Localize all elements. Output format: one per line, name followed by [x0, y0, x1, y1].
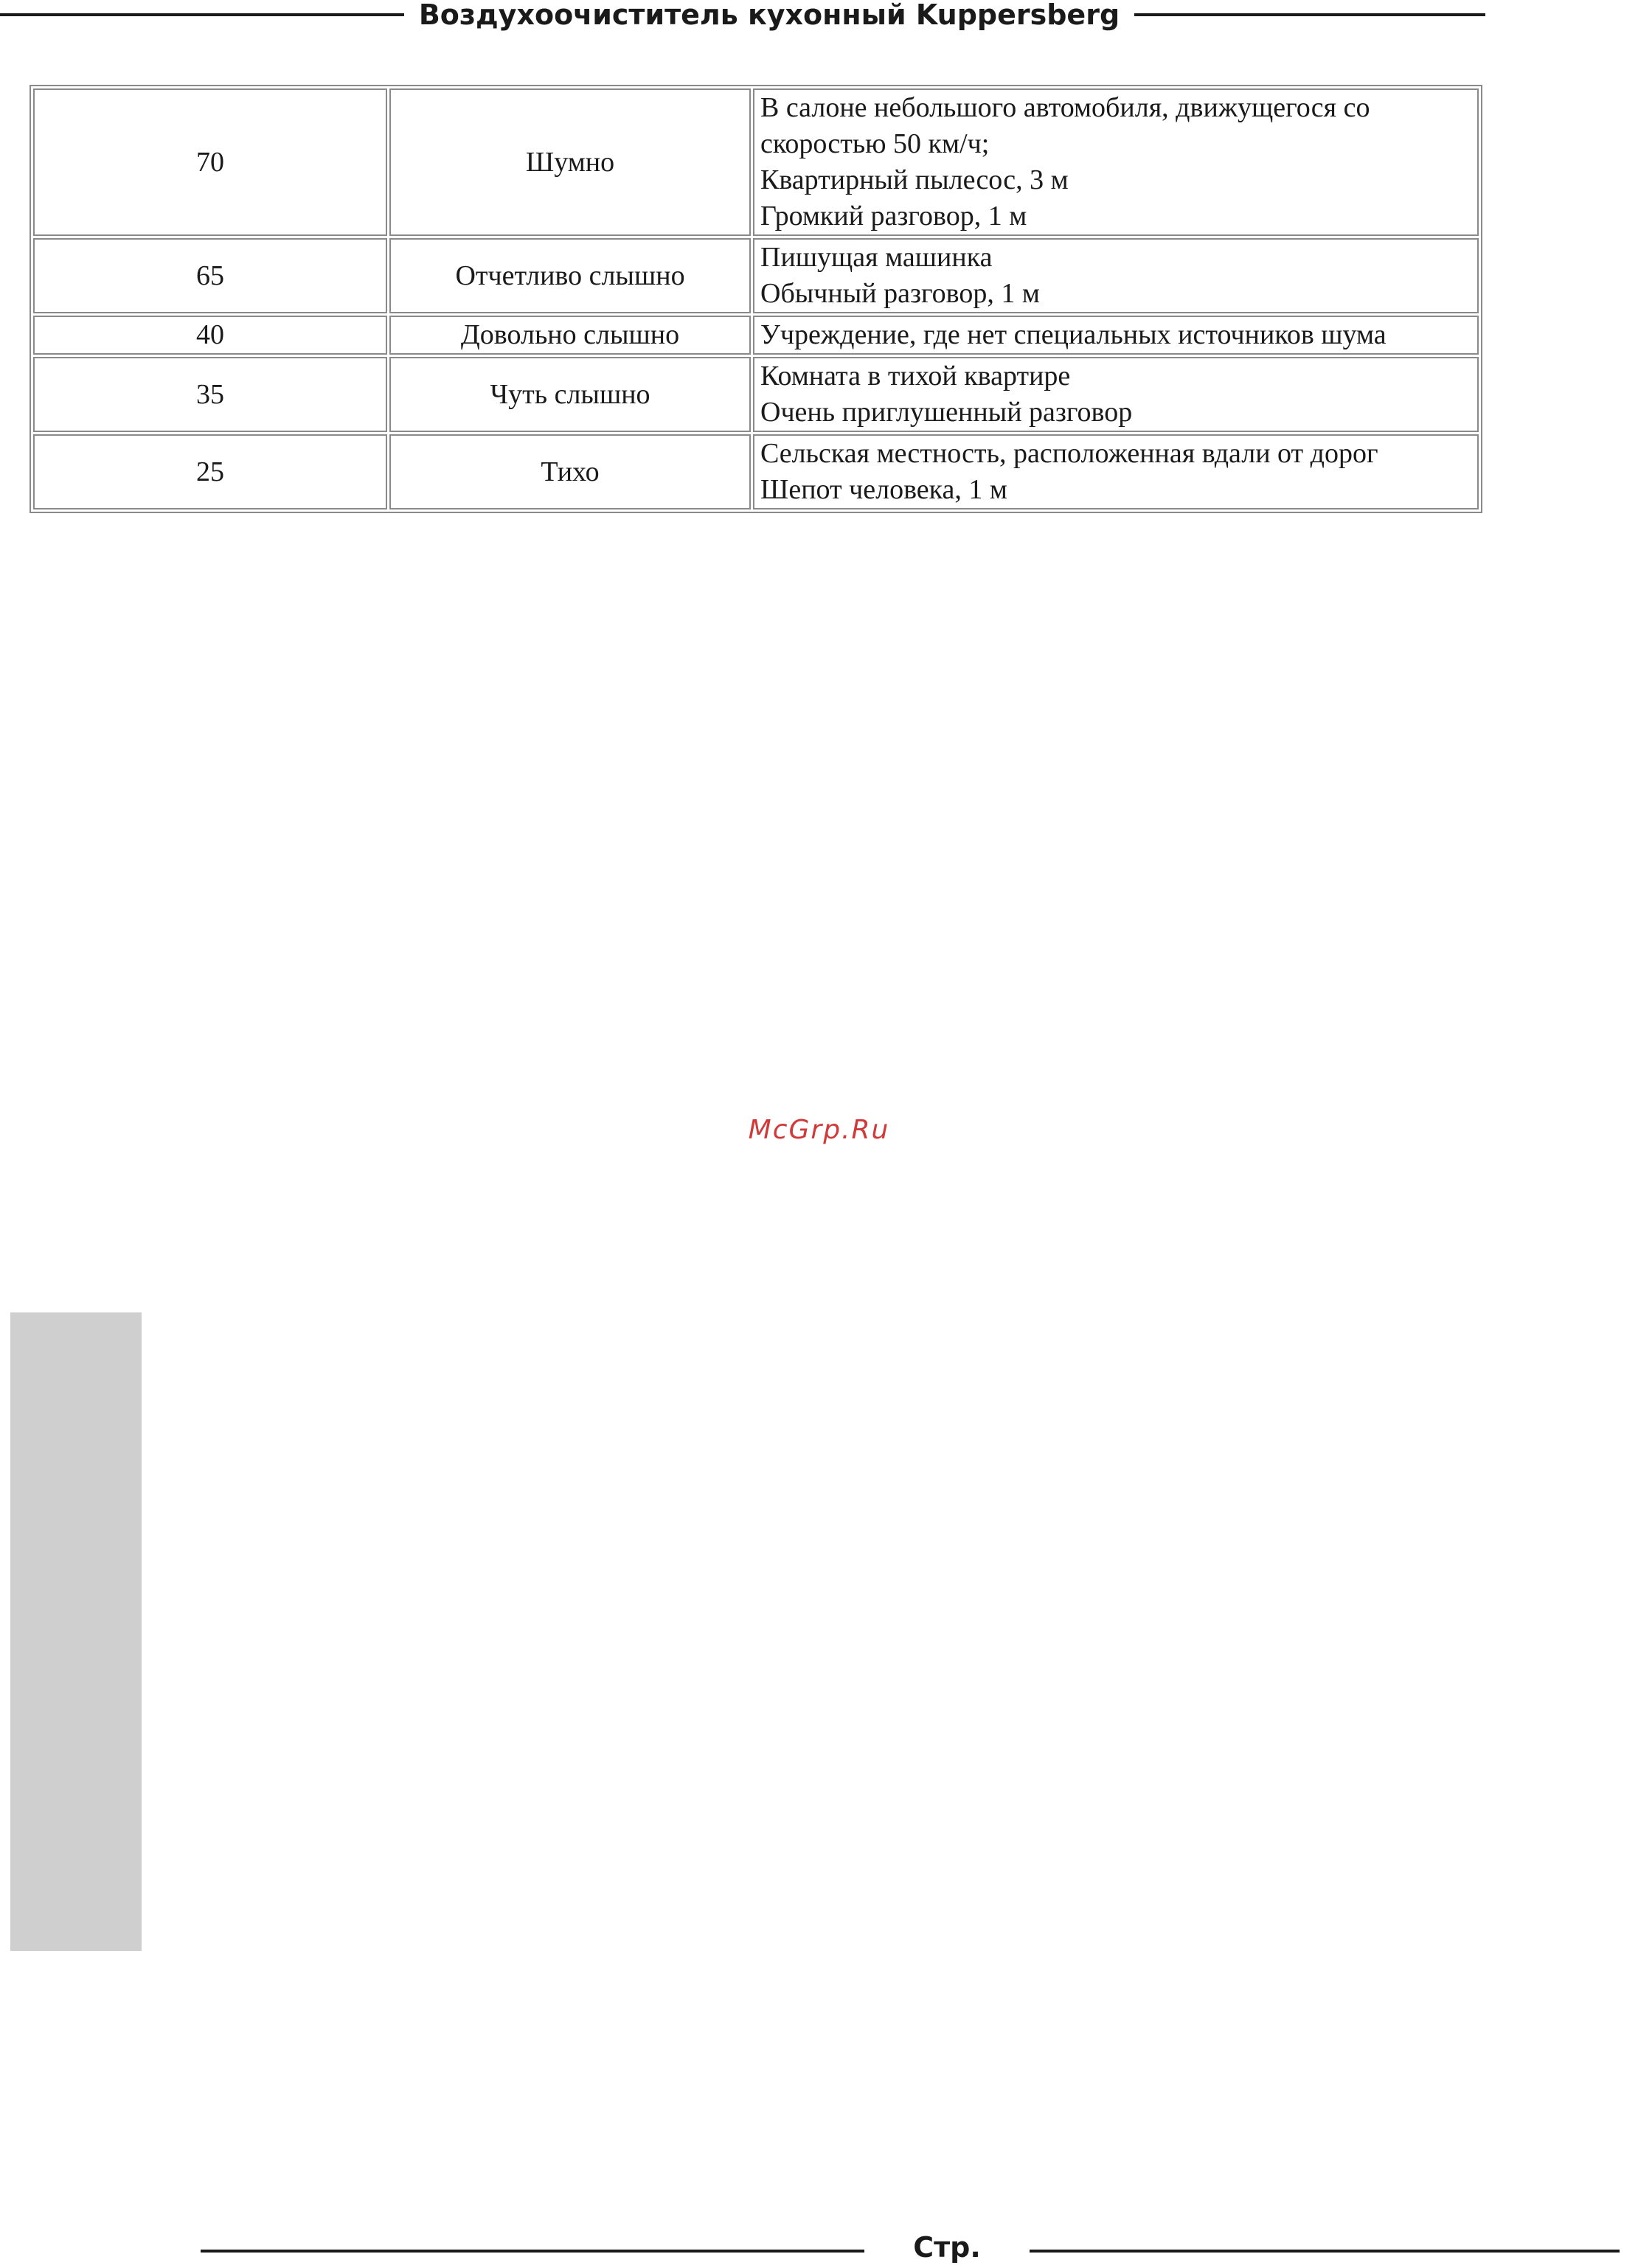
page-number-label: Стр.	[913, 2231, 981, 2264]
example-line: В салоне небольшого автомобиля, движущегося со скоростью 50 км/ч;	[760, 92, 1370, 159]
example-line: Громкий разговор, 1 м	[760, 201, 1027, 232]
footer-rule-right	[1030, 2250, 1620, 2253]
db-cell: 65	[33, 238, 387, 313]
example-line: Пишущая машинка	[760, 242, 993, 273]
perception-cell: Тихо	[389, 434, 751, 509]
header-rule-left	[0, 13, 404, 16]
db-cell: 35	[33, 357, 387, 432]
noise-level-table	[30, 85, 1482, 513]
table-row	[33, 434, 1479, 509]
page-header-title: Воздухоочиститель кухонный Kuppersberg	[418, 0, 1120, 31]
example-line: Шепот человека, 1 м	[760, 474, 1007, 505]
perception-cell: Довольно слышно	[389, 316, 751, 355]
watermark-text: McGrp.Ru	[748, 1115, 890, 1145]
table-row	[33, 238, 1479, 313]
examples-cell	[753, 88, 1479, 236]
footer-rule-left	[201, 2250, 864, 2253]
example-line: Квартирный пылесос, 3 м	[760, 164, 1069, 195]
table-row	[33, 357, 1479, 432]
examples-cell	[753, 316, 1479, 355]
db-cell: 70	[33, 88, 387, 236]
db-cell: 40	[33, 316, 387, 355]
side-tab-marker	[10, 1312, 142, 1951]
example-line: Сельская местность, расположенная вдали от дорог	[760, 438, 1378, 469]
example-line: Учреждение, где нет специальных источников шума	[760, 319, 1387, 350]
examples-cell	[753, 357, 1479, 432]
perception-cell: Чуть слышно	[389, 357, 751, 432]
perception-cell: Шумно	[389, 88, 751, 236]
example-line: Обычный разговор, 1 м	[760, 278, 1040, 309]
db-cell: 25	[33, 434, 387, 509]
table-row	[33, 316, 1479, 355]
header-rule-right	[1134, 13, 1485, 16]
perception-cell: Отчетливо слышно	[389, 238, 751, 313]
table-row	[33, 88, 1479, 236]
examples-cell	[753, 238, 1479, 313]
examples-cell	[753, 434, 1479, 509]
example-line: Комната в тихой квартире	[760, 361, 1071, 392]
example-line: Очень приглушенный разговор	[760, 397, 1133, 428]
